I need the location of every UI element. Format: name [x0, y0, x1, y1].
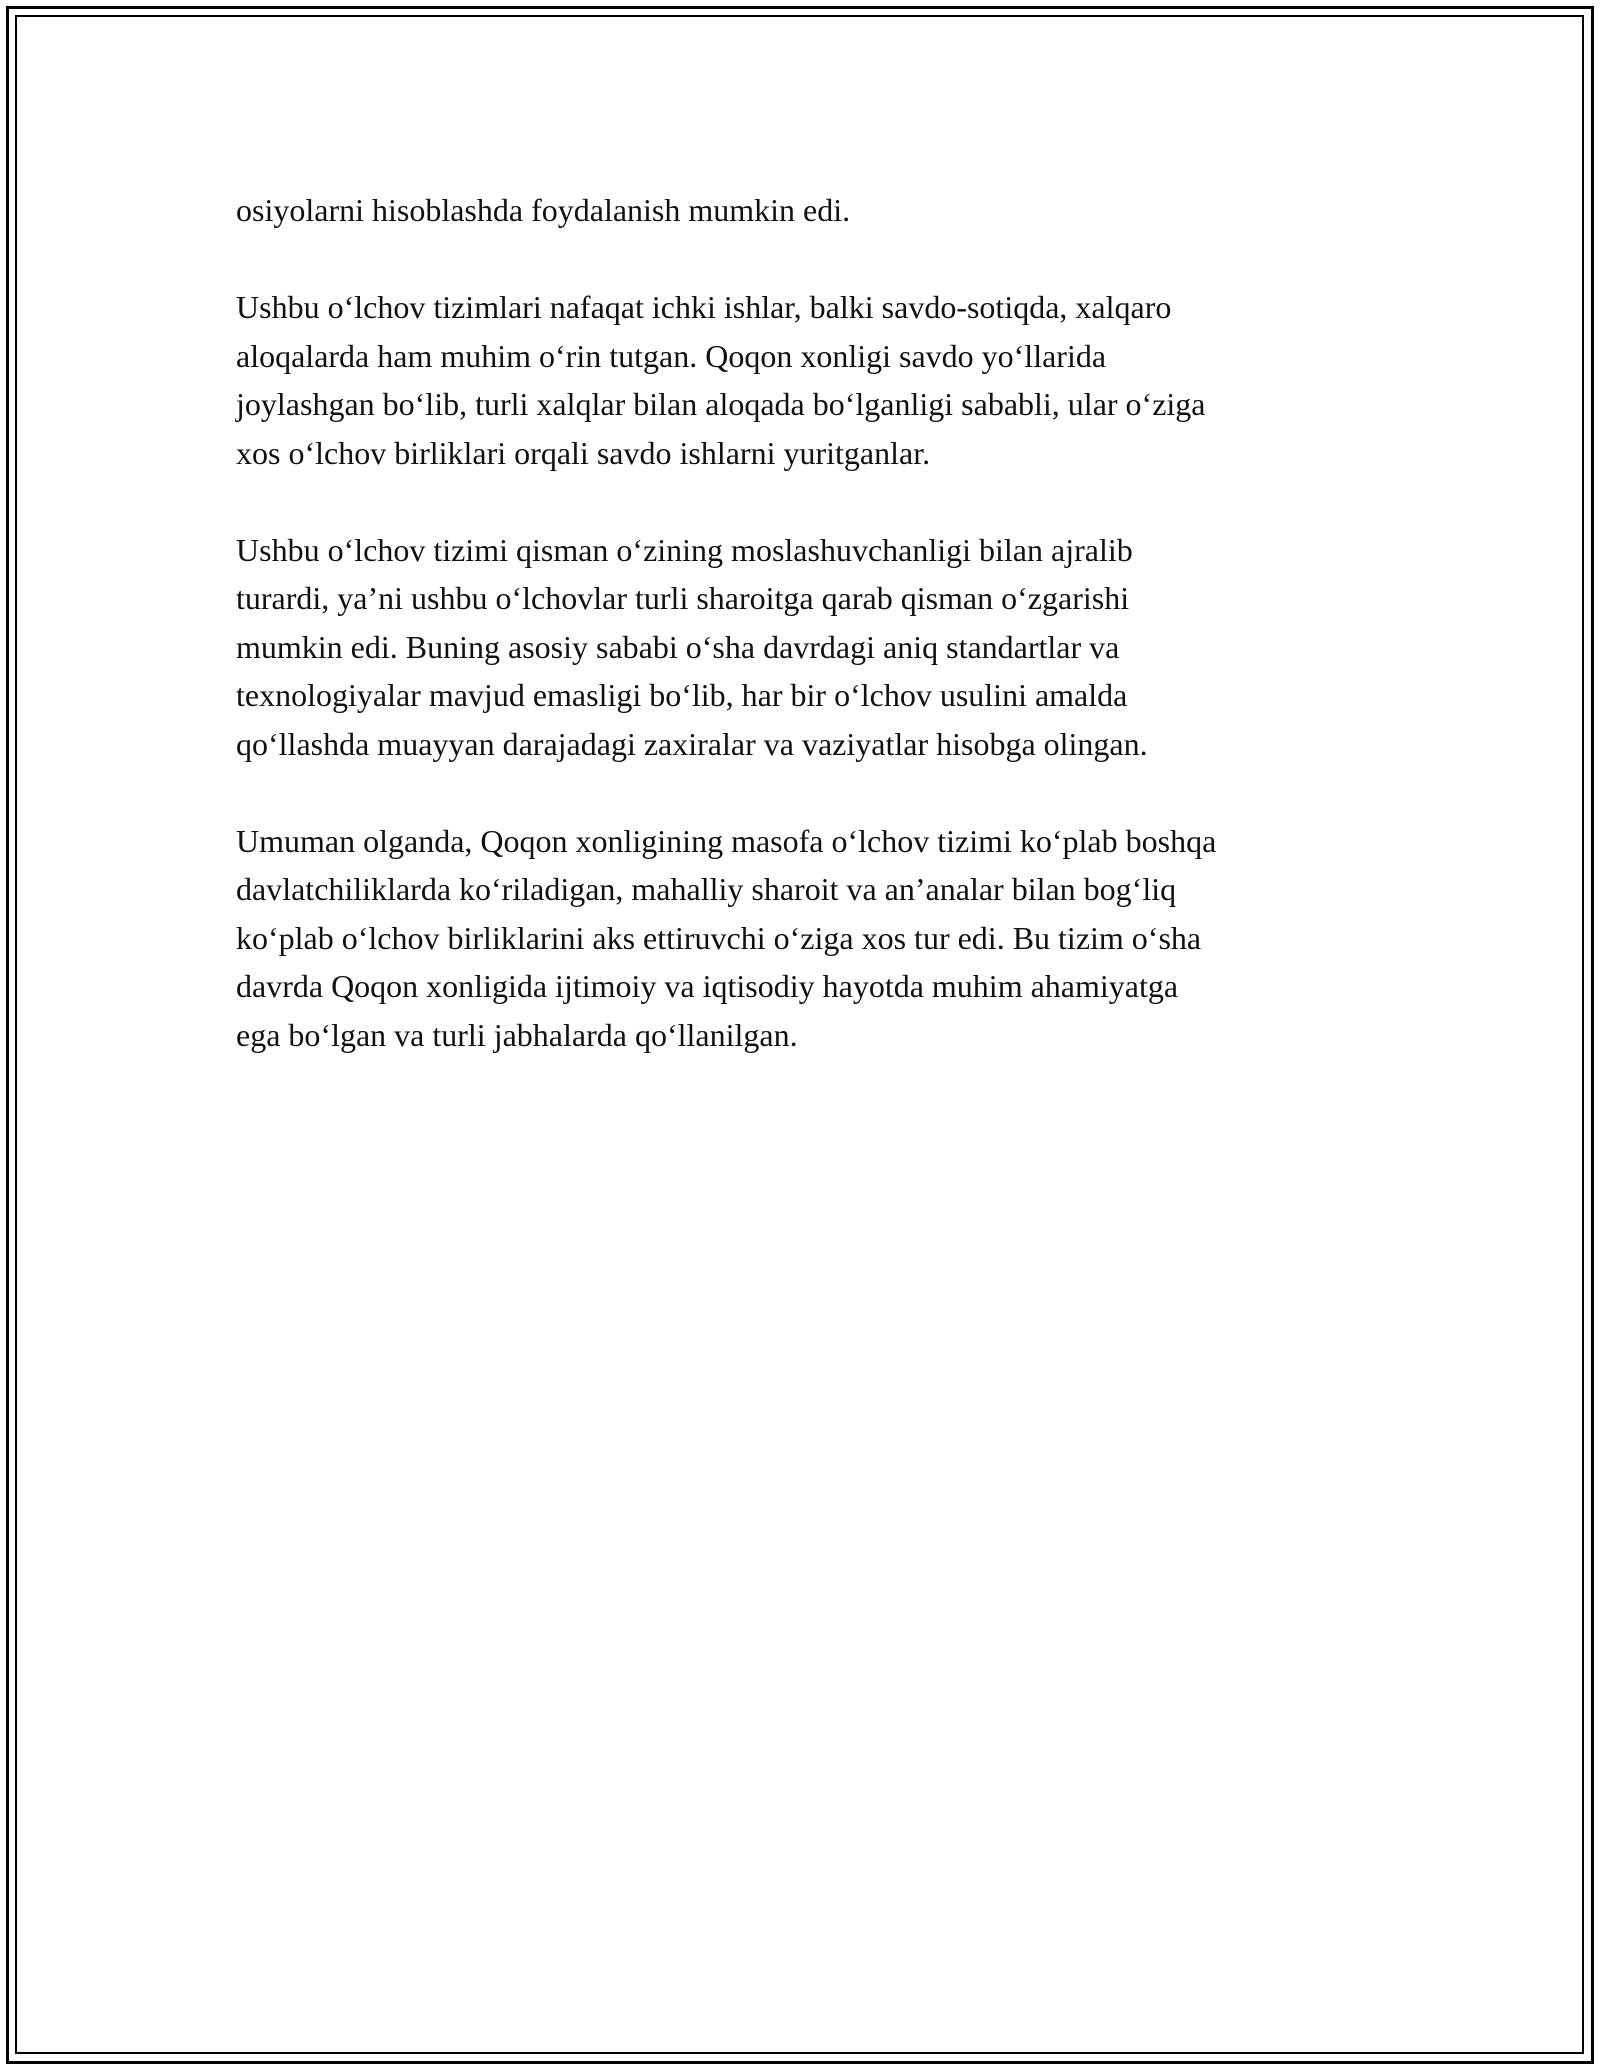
- paragraph-3: Ushbu o‘lchov tizimi qisman o‘zining moslashuvchanligi bilan ajralib turardi, ya’ni ushbu o‘lchovlar turli sharoitga qarab qisman o‘zgarishi mumkin edi. Buning asosiy sababi o‘sha davrdagi aniq standartlar va texnologiyalar mavjud emasligi bo‘lib, har bir o‘lchov usulini amalda qo‘llashda muayyan darajadagi zaxiralar va vaziyatlar hisobga olingan.: [236, 531, 1148, 762]
- paragraph-4: Umuman olganda, Qoqon xonligining masofa o‘lchov tizimi ko‘plab boshqa davlatchiliklarda ko‘riladigan, mahalliy sharoit va an’analar bilan bog‘liq ko‘plab o‘lchov birliklarini aks ettiruvchi o‘ziga xos tur edi. Bu tizim o‘sha davrda Qoqon xonligida ijtimoiy va iqtisodiy hayotda muhim ahamiyatga ega bo‘lgan va turli jabhalarda qo‘llanilgan.: [236, 822, 1217, 1053]
- paragraph-2: Ushbu o‘lchov tizimlari nafaqat ichki ishlar, balki savdo-sotiqda, xalqaro aloqalarda ham muhim o‘rin tutgan. Qoqon xonligi savdo yo‘llarida joylashgan bo‘lib, turli xalqlar bilan aloqada bo‘lganligi sababli, ular o‘ziga xos o‘lchov birliklari orqali savdo ishlarni yuritganlar.: [236, 289, 1206, 471]
- document-body: [236, 186, 1386, 1108]
- paragraph-1: osiyolarni hisoblashda foydalanish mumkin edi.: [236, 192, 851, 228]
